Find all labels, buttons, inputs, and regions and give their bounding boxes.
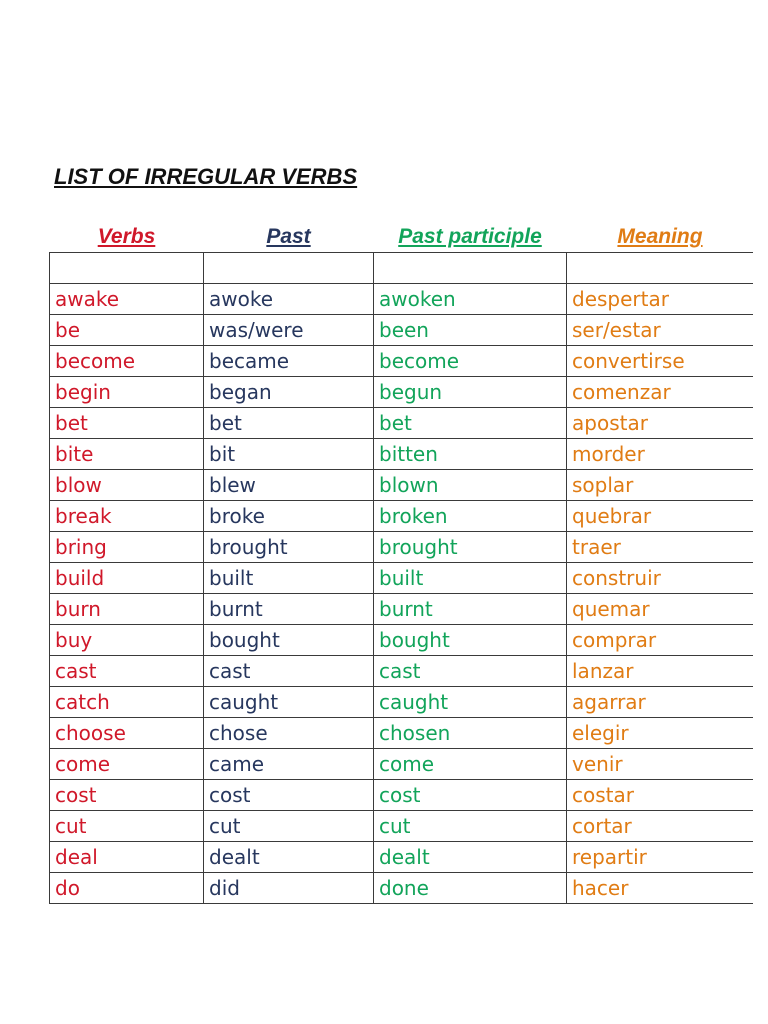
verb-cell: do (50, 873, 204, 904)
table-row (50, 687, 754, 718)
irregular-verbs-table (49, 222, 753, 904)
meaning-cell: comprar (567, 625, 754, 656)
participle-cell: caught (374, 687, 567, 718)
table-row (50, 284, 754, 315)
meaning-cell: traer (567, 532, 754, 563)
table-row (50, 439, 754, 470)
table-row (50, 346, 754, 377)
past-cell: cost (204, 780, 374, 811)
table-row (50, 408, 754, 439)
meaning-cell: hacer (567, 873, 754, 904)
meaning-cell: convertirse (567, 346, 754, 377)
past-cell: bet (204, 408, 374, 439)
verb-cell: cast (50, 656, 204, 687)
header-row (50, 222, 754, 253)
blank-cell (374, 253, 567, 284)
table-row (50, 811, 754, 842)
table-row (50, 532, 754, 563)
verb-cell: be (50, 315, 204, 346)
blank-cell (50, 253, 204, 284)
verb-cell: choose (50, 718, 204, 749)
participle-cell: blown (374, 470, 567, 501)
page-title: LIST OF IRREGULAR VERBS (54, 164, 358, 189)
past-cell: blew (204, 470, 374, 501)
participle-cell: bet (374, 408, 567, 439)
meaning-cell: agarrar (567, 687, 754, 718)
past-cell: became (204, 346, 374, 377)
past-cell: chose (204, 718, 374, 749)
verb-cell: begin (50, 377, 204, 408)
table-row (50, 501, 754, 532)
table-row (50, 563, 754, 594)
participle-cell: cost (374, 780, 567, 811)
participle-cell: cast (374, 656, 567, 687)
table-row (50, 749, 754, 780)
blank-cell (567, 253, 754, 284)
meaning-cell: costar (567, 780, 754, 811)
verb-cell: become (50, 346, 204, 377)
verb-cell: bring (50, 532, 204, 563)
verb-cell: burn (50, 594, 204, 625)
participle-cell: brought (374, 532, 567, 563)
verb-cell: deal (50, 842, 204, 873)
participle-cell: come (374, 749, 567, 780)
participle-cell: awoken (374, 284, 567, 315)
meaning-cell: lanzar (567, 656, 754, 687)
irregular-verbs-table-container (49, 222, 753, 908)
meaning-cell: comenzar (567, 377, 754, 408)
participle-cell: bought (374, 625, 567, 656)
past-cell: awoke (204, 284, 374, 315)
meaning-cell: quebrar (567, 501, 754, 532)
header-meaning: Meaning (617, 225, 703, 248)
meaning-cell: morder (567, 439, 754, 470)
verb-cell: break (50, 501, 204, 532)
table-row (50, 377, 754, 408)
past-cell: burnt (204, 594, 374, 625)
table-row (50, 873, 754, 904)
verb-cell: cost (50, 780, 204, 811)
meaning-cell: soplar (567, 470, 754, 501)
participle-cell: burnt (374, 594, 567, 625)
meaning-cell: apostar (567, 408, 754, 439)
table-row (50, 842, 754, 873)
verb-cell: blow (50, 470, 204, 501)
past-cell: cut (204, 811, 374, 842)
header-past-participle: Past participle (398, 225, 542, 248)
participle-cell: chosen (374, 718, 567, 749)
blank-row (50, 253, 754, 284)
blank-cell (204, 253, 374, 284)
table-row (50, 718, 754, 749)
verb-cell: cut (50, 811, 204, 842)
table-row (50, 656, 754, 687)
meaning-cell: venir (567, 749, 754, 780)
past-cell: bit (204, 439, 374, 470)
participle-cell: dealt (374, 842, 567, 873)
verb-cell: bet (50, 408, 204, 439)
table-row (50, 315, 754, 346)
participle-cell: begun (374, 377, 567, 408)
past-cell: brought (204, 532, 374, 563)
participle-cell: become (374, 346, 567, 377)
past-cell: was/were (204, 315, 374, 346)
participle-cell: cut (374, 811, 567, 842)
past-cell: dealt (204, 842, 374, 873)
meaning-cell: elegir (567, 718, 754, 749)
verb-cell: build (50, 563, 204, 594)
table-row (50, 470, 754, 501)
table-row (50, 625, 754, 656)
table-row (50, 780, 754, 811)
header-verbs: Verbs (97, 225, 156, 248)
past-cell: caught (204, 687, 374, 718)
verb-cell: awake (50, 284, 204, 315)
participle-cell: bitten (374, 439, 567, 470)
verb-cell: come (50, 749, 204, 780)
past-cell: came (204, 749, 374, 780)
participle-cell: built (374, 563, 567, 594)
table-row (50, 594, 754, 625)
past-cell: bought (204, 625, 374, 656)
table-body (50, 253, 754, 904)
past-cell: cast (204, 656, 374, 687)
verb-cell: bite (50, 439, 204, 470)
meaning-cell: ser/estar (567, 315, 754, 346)
participle-cell: been (374, 315, 567, 346)
verb-cell: catch (50, 687, 204, 718)
header-past: Past (266, 225, 311, 248)
meaning-cell: cortar (567, 811, 754, 842)
past-cell: did (204, 873, 374, 904)
participle-cell: broken (374, 501, 567, 532)
meaning-cell: repartir (567, 842, 754, 873)
past-cell: built (204, 563, 374, 594)
meaning-cell: construir (567, 563, 754, 594)
participle-cell: done (374, 873, 567, 904)
verb-cell: buy (50, 625, 204, 656)
table-header (50, 222, 754, 253)
meaning-cell: quemar (567, 594, 754, 625)
past-cell: broke (204, 501, 374, 532)
past-cell: began (204, 377, 374, 408)
meaning-cell: despertar (567, 284, 754, 315)
